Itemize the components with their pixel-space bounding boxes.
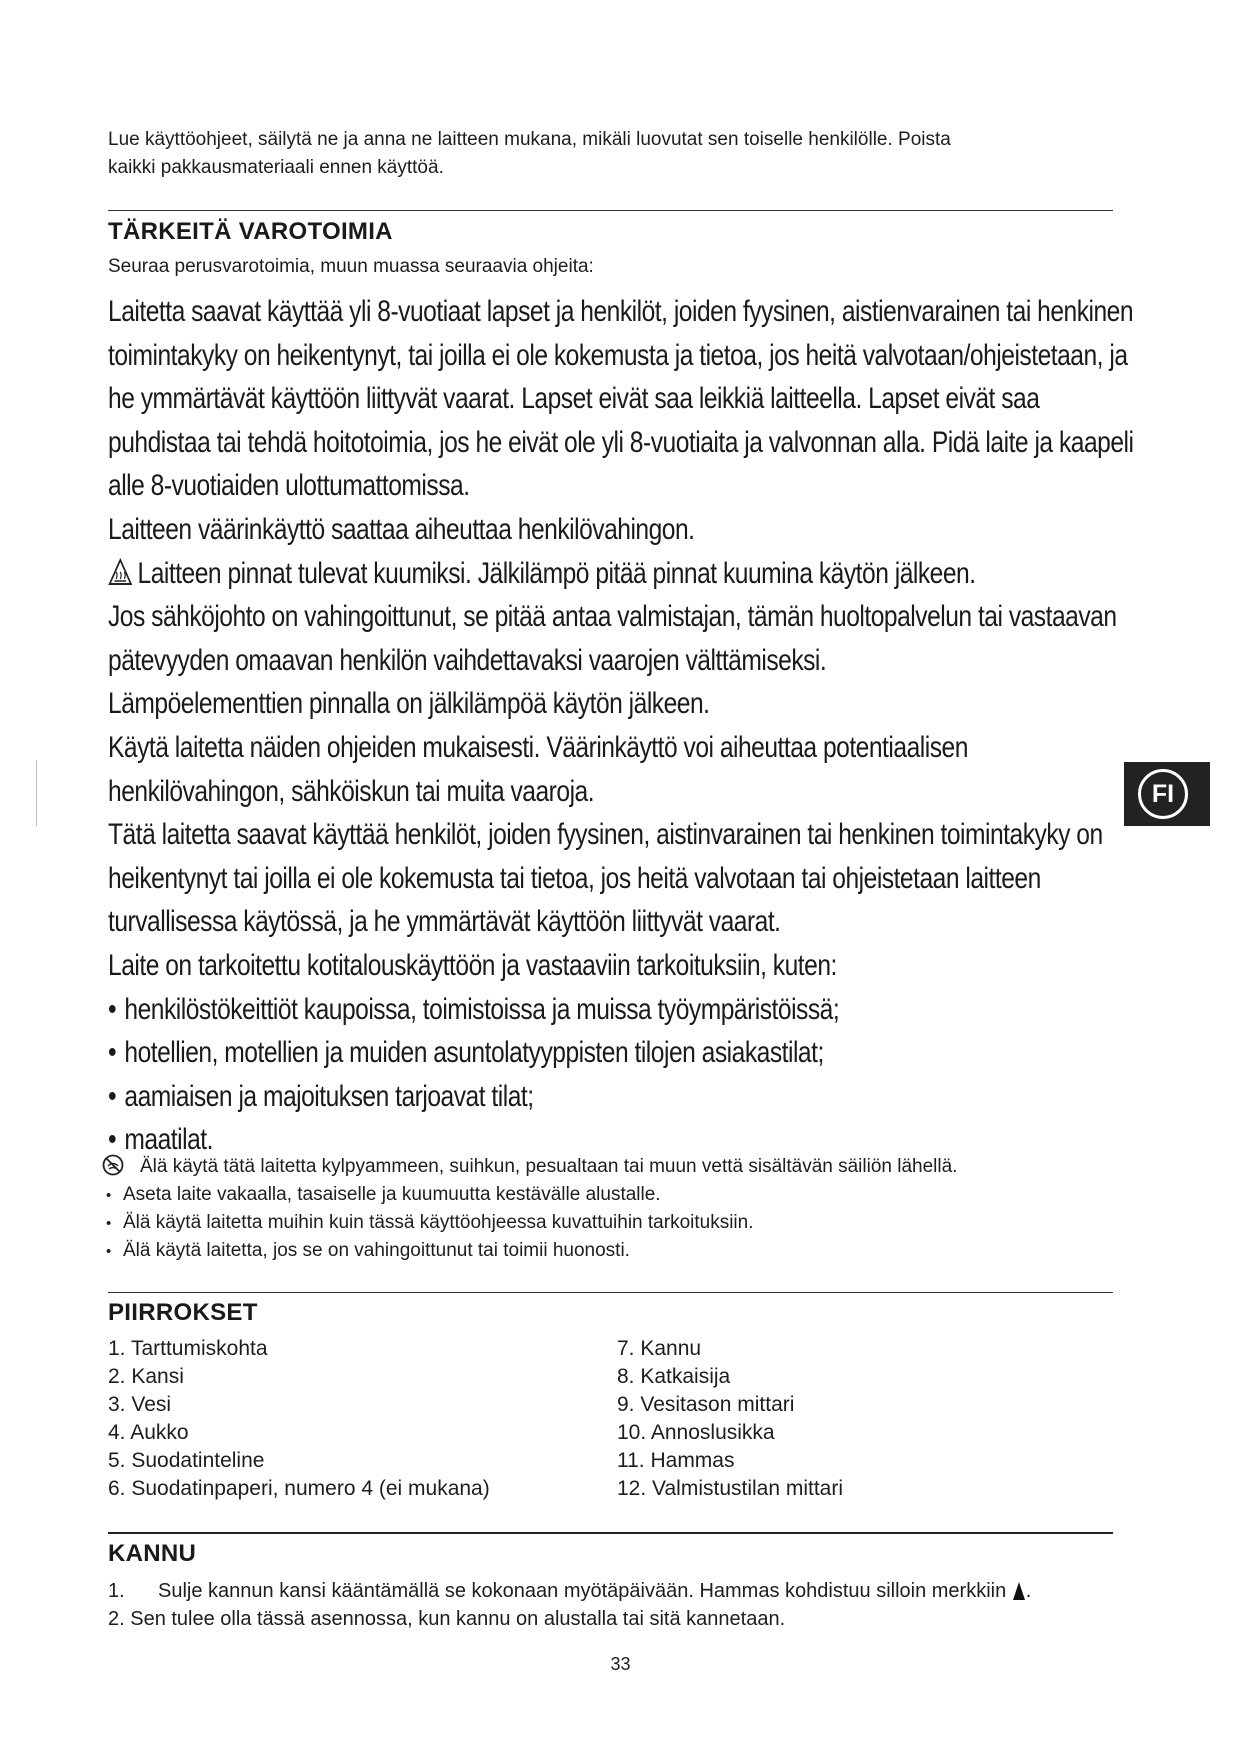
safety-line: toimintakyky on heikentynyt, tai joilla ei ole kokemusta ja tietoa, jos heitä valvotaan/ohjeistetaan, ja <box>108 338 1128 372</box>
list-item: 2. Kansi <box>108 1365 184 1388</box>
safety-line: Tätä laitetta saavat käyttää henkilöt, joiden fyysinen, aistinvarainen tai henkinen toimintakyky on <box>108 818 1103 852</box>
parts-list-left <box>108 1335 490 1503</box>
list-item: 7. Kannu <box>617 1337 702 1360</box>
list-item: 11. Hammas <box>617 1449 735 1472</box>
divider <box>108 1532 1113 1534</box>
page-number: 33 <box>610 1654 631 1674</box>
bullet-text: maatilat. <box>124 1123 213 1157</box>
water-warning-text: Älä käytä tätä laitetta kylpyammeen, suihkun, pesualtaan tai muun vettä sisältävän säiliön lähellä. <box>140 1156 958 1177</box>
bullet-text: Älä käytä laitetta, jos se on vahingoittunut tai toimii huonosti. <box>123 1240 630 1261</box>
list-item: • hotellien, motellien ja muiden asuntolatyyppisten tilojen asiakastilat; <box>108 1036 824 1070</box>
list-item: 4. Aukko <box>108 1421 189 1444</box>
safety-instructions <box>108 290 1133 1162</box>
jug-step-1 <box>108 1577 1031 1605</box>
list-item: • Älä käytä laitetta muihin kuin tässä käyttöohjeessa kuvattuihin tarkoituksiin. <box>106 1212 754 1233</box>
intro-text <box>108 126 951 182</box>
margin-line <box>36 760 37 826</box>
bullet-text: henkilöstökeittiöt kaupoissa, toimistoissa ja muissa työympäristöissä; <box>124 992 840 1026</box>
step-number: 1. <box>108 1580 125 1602</box>
parts-heading: PIIRROKSET <box>108 1299 258 1326</box>
hot-surface-text: Laitteen pinnat tulevat kuumiksi. Jälkilämpö pitää pinnat kuumina käytön jälkeen. <box>137 556 976 590</box>
list-item: • aamiaisen ja majoituksen tarjoavat tilat; <box>108 1079 534 1113</box>
safety-line: Laitetta saavat käyttää yli 8-vuotiaat lapset ja henkilöt, joiden fyysinen, aistienvarainen tai henkinen <box>108 295 1134 328</box>
safety-line: puhdistaa tai tehdä hoitotoimia, jos he eivät ole yli 8-vuotiaita ja valvonnan alla. Pidä laite ja kaapeli <box>108 425 1134 459</box>
list-item: 8. Katkaisija <box>617 1365 731 1388</box>
list-item: 5. Suodatinteline <box>108 1449 265 1472</box>
safety-line: Jos sähköjohto on vahingoittunut, se pitää antaa valmistajan, tämän huoltopalvelun tai vastaavan <box>108 600 1117 634</box>
intro-line-1: Lue käyttöohjeet, säilytä ne ja anna ne laitteen mukana, mikäli luovutat sen toiselle henkilölle. Poista <box>108 129 951 150</box>
safety-line: Käytä laitetta näiden ohjeiden mukaisesti. Väärinkäyttö voi aiheuttaa potentiaalisen <box>108 730 968 764</box>
safety-heading: TÄRKEITÄ VAROTOIMIA <box>108 218 393 245</box>
intro-line-2: kaikki pakkausmateriaali ennen käyttöä. <box>108 157 444 178</box>
safety-line: henkilövahingon, sähköiskun tai muita vaaroja. <box>108 774 595 808</box>
arrow-mark-icon <box>1012 1581 1026 1601</box>
safety-line: alle 8-vuotiaiden ulottumattomissa. <box>108 469 470 503</box>
language-tab <box>1124 762 1210 826</box>
jug-step-2: 2. Sen tulee olla tässä asennossa, kun kannu on alustalla tai sitä kannetaan. <box>108 1608 786 1630</box>
list-item: • henkilöstökeittiöt kaupoissa, toimistoissa ja muissa työympäristöissä; <box>108 992 840 1026</box>
bullet-text: Älä käytä laitetta muihin kuin tässä käyttöohjeessa kuvattuihin tarkoituksiin. <box>123 1212 754 1233</box>
safety-subtitle: Seuraa perusvarotoimia, muun muassa seuraavia ohjeita: <box>108 256 594 277</box>
safety-line: he ymmärtävät käyttöön liittyvät vaarat. Lapset eivät saa leikkiä laitteella. Lapset eivät saa <box>108 382 1040 416</box>
language-badge: FI <box>1138 769 1188 819</box>
bullet-text: Aseta laite vakaalla, tasaiselle ja kuumuutta kestävälle alustalle. <box>123 1184 661 1205</box>
list-item: • Älä käytä laitetta, jos se on vahingoittunut tai toimii huonosti. <box>106 1240 630 1261</box>
safety-line: Laite on tarkoitettu kotitalouskäyttöön ja vastaaviin tarkoituksiin, kuten: <box>108 948 837 982</box>
divider <box>108 1292 1113 1293</box>
safety-line: turvallisessa käytössä, ja he ymmärtävät käyttöön liittyvät vaarat. <box>108 905 781 939</box>
bullet-text: aamiaisen ja majoituksen tarjoavat tilat; <box>124 1079 534 1113</box>
list-item: • Aseta laite vakaalla, tasaiselle ja kuumuutta kestävälle alustalle. <box>106 1184 661 1205</box>
no-water-icon <box>102 1154 124 1176</box>
list-item: 3. Vesi <box>108 1393 172 1416</box>
list-item: 9. Vesitason mittari <box>617 1393 795 1416</box>
list-item: • maatilat. <box>108 1123 213 1157</box>
divider <box>108 210 1113 211</box>
safety-line: Laitteen väärinkäyttö saattaa aiheuttaa henkilövahingon. <box>108 512 695 546</box>
step-text: Sulje kannun kansi kääntämällä se kokonaan myötäpäivään. Hammas kohdistuu silloin merkkiin <box>158 1580 1007 1602</box>
step-end: . <box>1025 1580 1032 1602</box>
bullet-text: hotellien, motellien ja muiden asuntolatyyppisten tilojen asiakastilat; <box>124 1036 824 1070</box>
small-bullet-list <box>106 1181 754 1265</box>
list-item: 12. Valmistustilan mittari <box>617 1477 844 1500</box>
hot-surface-line <box>108 552 1133 596</box>
water-warning <box>102 1153 957 1181</box>
safety-line: Lämpöelementtien pinnalla on jälkilämpöä käytön jälkeen. <box>108 687 710 721</box>
safety-line: heikentynyt tai joilla ei ole kokemusta tai tietoa, jos heitä valvotaan tai ohjeistetaan laitteen <box>108 861 1041 895</box>
list-item: 1. Tarttumiskohta <box>108 1337 268 1360</box>
parts-list-right <box>617 1335 843 1503</box>
list-item: 6. Suodatinpaperi, numero 4 (ei mukana) <box>108 1477 490 1500</box>
list-item: 10. Annoslusikka <box>617 1421 775 1444</box>
warning-triangle-icon <box>108 555 133 583</box>
safety-line: pätevyyden omaavan henkilön vaihdettavaksi vaarojen välttämiseksi. <box>108 643 827 677</box>
jug-heading: KANNU <box>108 1540 197 1567</box>
